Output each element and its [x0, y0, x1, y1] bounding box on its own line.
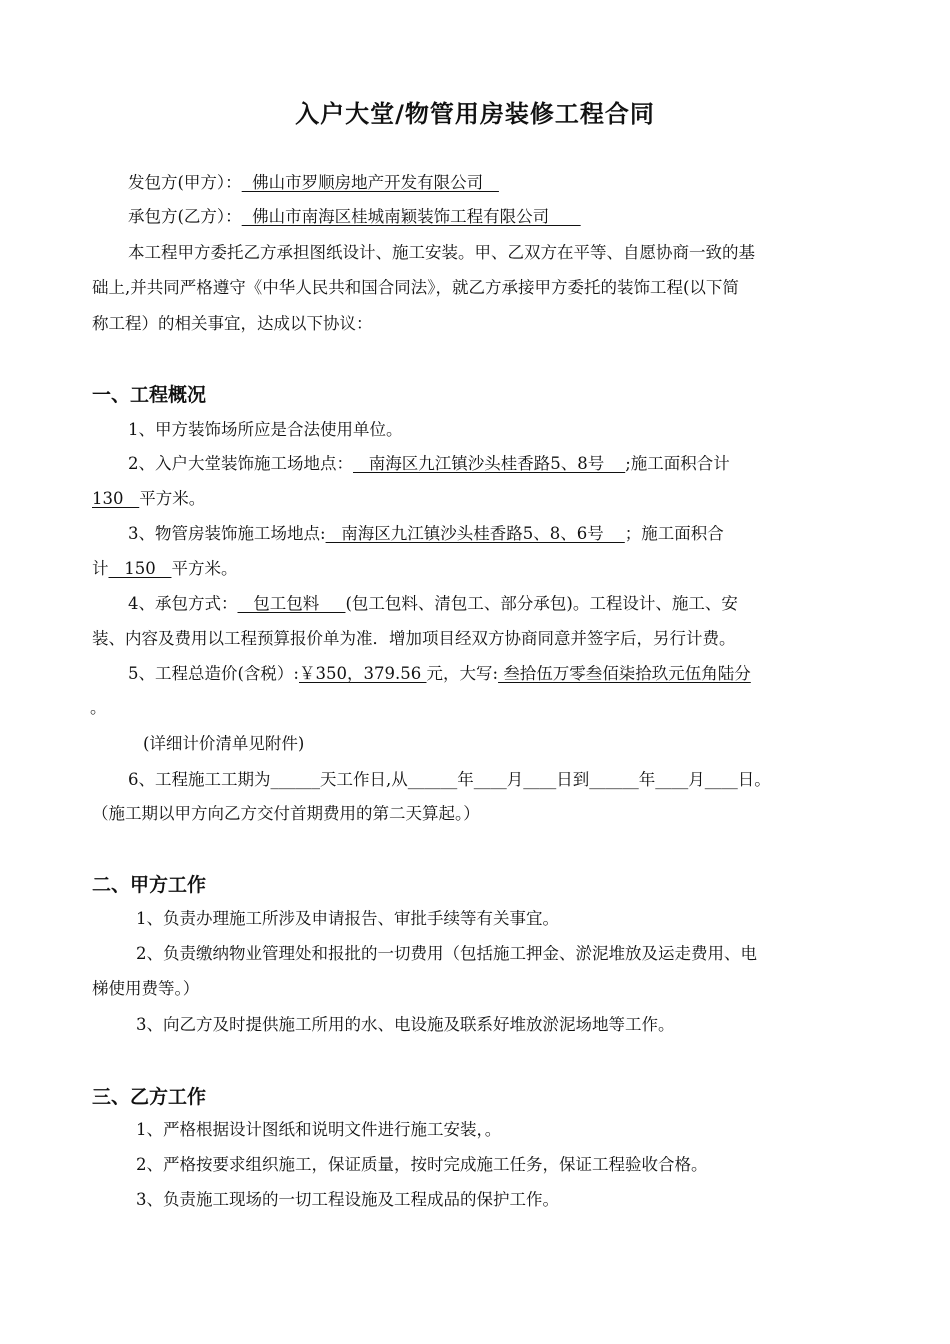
s1-note: (详细计价清单见附件) — [143, 734, 305, 753]
party-a-value: 佛山市罗顺房地产开发有限公司 — [241, 173, 499, 192]
s3-item-3: 3、负责施工现场的一切工程设施及工程成品的保护工作。 — [136, 1190, 559, 1209]
s1-item-4 — [128, 593, 738, 615]
s1-item-3-suffix: ；施工面积合 — [624, 524, 724, 543]
s3-item-2: 2、严格按要求组织施工，保证质量，按时完成施工任务，保证工程验收合格。 — [136, 1155, 708, 1174]
intro-line-2: 础上,并共同严格遵守《中华人民共和国合同法》，就乙方承接甲方委托的装饰工程(以下简 — [92, 278, 739, 297]
s1-item-3-location: 南海区九江镇沙头桂香路5、8、6号 — [325, 524, 625, 543]
party-b-line — [128, 206, 581, 228]
s2-item-2: 2、负责缴纳物业管理处和报批的一切费用（包括施工押金、淤泥堆放及运走费用、电 — [136, 944, 757, 963]
s1-item-4-method: 包工包料 — [237, 594, 346, 613]
s1-item-6: 6、工程施工工期为______天工作日,从______年____月____日到______年____月____日。 — [128, 770, 771, 789]
s1-item-3-area: 150 — [108, 559, 172, 578]
s1-item-2-area: 130 — [92, 489, 140, 508]
s1-item-2-unit: 平方米。 — [139, 489, 206, 508]
s1-item-5-prefix: 5、工程总造价(含税）: — [128, 664, 299, 683]
section-3-heading: 三、乙方工作 — [92, 1086, 207, 1108]
s1-item-3 — [128, 523, 724, 545]
s1-item-4-prefix: 4、承包方式： — [128, 594, 238, 613]
party-b-label: 承包方(乙方）： — [128, 207, 242, 226]
s1-item-2 — [128, 453, 730, 475]
section-1-heading: 一、工程概况 — [92, 384, 207, 406]
s3-item-1: 1、严格根据设计图纸和说明文件进行施工安装，。 — [136, 1120, 502, 1139]
party-a-line — [128, 172, 499, 194]
s2-item-3: 3、向乙方及时提供施工所用的水、电设施及联系好堆放淤泥场地等工作。 — [136, 1015, 675, 1034]
s1-item-3-cont — [92, 558, 237, 580]
intro-line-1: 本工程甲方委托乙方承担图纸设计、施工安装。甲、乙双方在平等、自愿协商一致的基 — [128, 243, 755, 262]
s2-item-2-cont: 梯使用费等。） — [92, 979, 200, 998]
s1-item-2-prefix: 2、入户大堂装饰施工场地点： — [128, 454, 353, 473]
s1-item-5-words: 叁拾伍万零叁佰柒拾玖元伍角陆分 — [498, 664, 751, 683]
document-title: 入户大堂/物管用房装修工程合同 — [295, 100, 655, 128]
s2-item-1: 1、负责办理施工所涉及申请报告、审批手续等有关事宜。 — [136, 909, 559, 928]
s1-item-2-location: 南海区九江镇沙头桂香路5、8号 — [353, 454, 626, 473]
s1-item-5 — [128, 663, 751, 685]
s1-item-3-unit: 平方米。 — [171, 559, 238, 578]
s1-item-2-suffix: ;施工面积合计 — [625, 454, 730, 473]
s1-item-1: 1、甲方装饰场所应是合法使用单位。 — [128, 420, 403, 439]
party-b-value: 佛山市南海区桂城南颖装饰工程有限公司 — [241, 207, 581, 226]
s1-item-5-mid: 元，大写: — [426, 664, 499, 683]
s1-item-2-cont — [92, 488, 205, 510]
party-a-label: 发包方(甲方）： — [128, 173, 242, 192]
s1-item-3-cont-text: 计 — [92, 559, 109, 578]
s1-item-5-cont: 。 — [90, 698, 107, 717]
section-2-heading: 二、甲方工作 — [92, 874, 207, 896]
s1-item-4-suffix: (包工包料、清包工、部分承包)。工程设计、施工、安 — [345, 594, 738, 613]
s1-item-4-cont: 装、内容及费用以工程预算报价单为准．增加项目经双方协商同意并签字后，另行计费。 — [92, 629, 736, 648]
s1-item-5-amount: ￥350，379.56 — [299, 664, 427, 683]
s1-item-6-cont: （施工期以甲方向乙方交付首期费用的第二天算起。） — [92, 804, 480, 823]
intro-line-3: 称工程）的相关事宜，达成以下协议： — [92, 314, 373, 333]
s1-item-3-prefix: 3、物管房装饰施工场地点: — [128, 524, 326, 543]
